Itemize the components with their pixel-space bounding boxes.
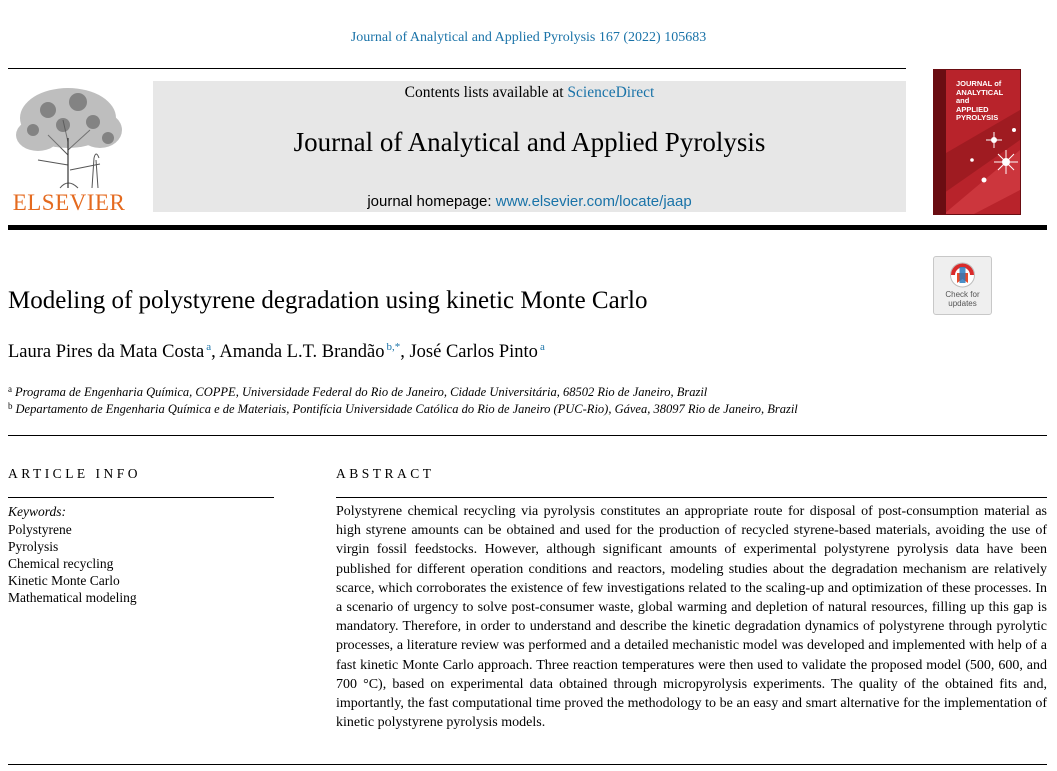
keyword-item: Polystyrene <box>8 522 72 537</box>
abstract-text: Polystyrene chemical recycling via pyrolysis constitutes an appropriate route for disposal of post-consumption material as high styrene amounts can be obtained and used for the production of recycled styrene-based materials, avoiding the use of virgin fossil feedstocks. However, although significant amounts of experimental polystyrene pyrolysis data have been published for different operation conditions and reactors, modeling studies about the degradation mechanism are relatively scarce, which corroborates the existence of few investigations related to the scaling-up and optimization of these processes. In a scenario of urgency to solve post-consumer waste, global warming and depletion of natural resources, filling up this gap is mandatory. Therefore, in order to understand and describe the kinetic degradation dynamics of polystyrene through pyrolytic processes, a literature review was performed and a detailed mechanistic model was developed and implemented with help of a fast kinetic Monte Carlo approach. Three reaction temperatures were then used to validate the proposed model (500, 600, and 700 °C), based on experimental data obtained through micropyrolysis experiments. The quality of the obtained fits and, importantly, the fast computational time proved the methodology to be an easy and smart alternative for the implementation of kinetic polystyrene pyrolysis models. <box>336 504 1047 731</box>
top-divider <box>8 68 906 69</box>
cover-title-line: APPLIED PYROLYSIS <box>956 104 999 122</box>
cover-title-line: ANALYTICAL and <box>956 87 1004 105</box>
homepage-prefix: journal homepage: <box>367 193 496 210</box>
keyword-list <box>8 521 137 606</box>
author-affiliation-mark[interactable]: a <box>539 341 545 353</box>
affiliation-b <box>8 401 798 417</box>
elsevier-wordmark: ELSEVIER <box>12 190 126 215</box>
author-name: Amanda L.T. Brandão <box>219 342 385 362</box>
affiliation-a <box>8 384 707 400</box>
crossmark-icon <box>934 259 991 293</box>
author-name: José Carlos Pinto <box>409 342 538 362</box>
journal-title: Journal of Analytical and Applied Pyrolysis <box>293 127 766 157</box>
sciencedirect-link[interactable]: ScienceDirect <box>567 84 655 101</box>
affiliation-text: Programa de Engenharia Química, COPPE, Universidade Federal do Rio de Janeiro, Cidade Universitária, 68502 Rio de Janeiro, Brazil <box>15 385 708 399</box>
author-affiliation-mark[interactable]: a <box>206 341 212 353</box>
journal-cover-image[interactable] <box>933 69 1021 215</box>
keyword-item: Kinetic Monte Carlo <box>8 573 120 588</box>
author-separator: , <box>211 342 220 362</box>
cover-title-line: JOURNAL of <box>956 79 1002 88</box>
affiliation-mark: b <box>8 401 13 411</box>
abstract-divider <box>336 497 1047 498</box>
elsevier-logo <box>8 80 130 216</box>
article-title: Modeling of polystyrene degradation using kinetic Monte Carlo <box>8 287 648 314</box>
author-list <box>8 341 545 363</box>
affiliation-divider <box>8 435 1047 436</box>
homepage-link[interactable]: www.elsevier.com/locate/jaap <box>495 193 692 210</box>
affiliation-text: Departamento de Engenharia Química e de Materiais, Pontifícia Universidade Católica do Rio de Janeiro (PUC-Rio), Gávea, 38097 Rio de Janeiro, Brazil <box>15 402 798 416</box>
check-for-updates-button[interactable] <box>933 256 992 315</box>
crossmark-line-1: Check for <box>945 290 980 299</box>
article-info-heading: ARTICLE INFO <box>8 466 142 481</box>
journal-citation[interactable]: Journal of Analytical and Applied Pyrolysis 167 (2022) 105683 <box>350 30 707 45</box>
check-for-updates-label <box>934 290 991 308</box>
abstract-heading: ABSTRACT <box>336 466 435 481</box>
contents-line <box>153 84 906 102</box>
keyword-item: Mathematical modeling <box>8 590 137 605</box>
author-separator: , <box>400 342 410 362</box>
keywords-label: Keywords: <box>8 504 66 519</box>
journal-banner <box>153 81 906 212</box>
header-divider <box>8 225 1047 230</box>
bottom-divider <box>8 764 1047 765</box>
tree-icon <box>8 80 130 190</box>
author-name: Laura Pires da Mata Costa <box>8 342 205 362</box>
homepage-line <box>153 193 906 210</box>
author-affiliation-mark[interactable]: b,* <box>386 341 401 353</box>
contents-prefix: Contents lists available at <box>404 84 568 101</box>
keyword-item: Chemical recycling <box>8 556 114 571</box>
article-info-divider <box>8 497 274 498</box>
crossmark-line-2: updates <box>948 299 977 308</box>
keyword-item: Pyrolysis <box>8 539 59 554</box>
affiliation-mark: a <box>8 384 12 394</box>
cover-title <box>956 80 1018 123</box>
